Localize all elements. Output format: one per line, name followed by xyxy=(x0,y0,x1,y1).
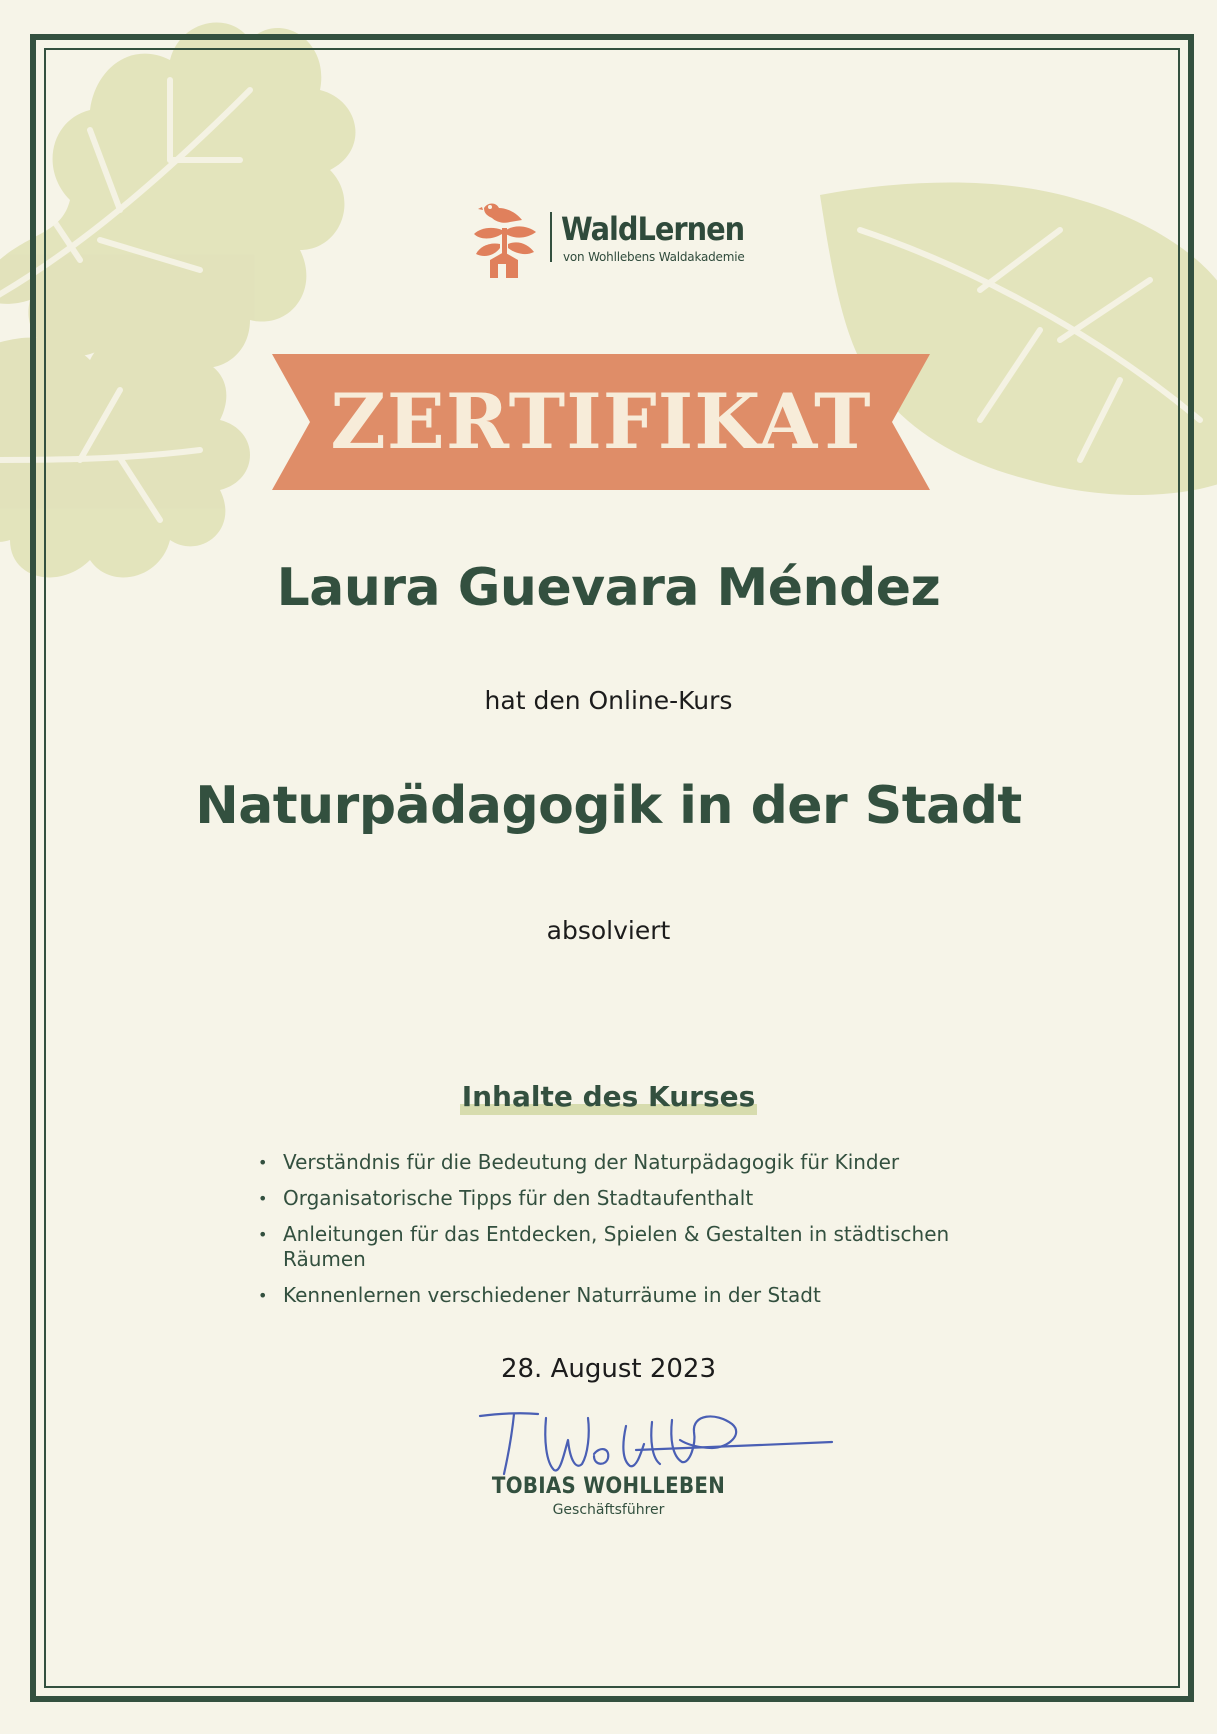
logo-divider xyxy=(550,212,552,262)
list-item: • Organisatorische Tipps für den Stadtaufenthalt xyxy=(256,1186,996,1211)
issue-date: 28. August 2023 xyxy=(500,1354,717,1384)
contents-list xyxy=(256,1150,996,1319)
course-title: Naturpädagogik in der Stadt xyxy=(195,776,1022,836)
waldlernen-logo xyxy=(466,198,766,280)
logo-subtitle: von Wohllebens Waldakademie xyxy=(563,250,745,264)
certificate-title: ZERTIFIKAT xyxy=(330,377,872,466)
list-item: • Anleitungen für das Entdecken, Spielen & Gestalten in städtischen Räumen xyxy=(256,1222,996,1272)
contents-heading xyxy=(0,1080,1217,1115)
recipient-name: Laura Guevara Méndez xyxy=(276,558,941,618)
completed-text: absolviert xyxy=(546,916,671,945)
list-item: • Verständnis für die Bedeutung der Naturpädagogik für Kinder xyxy=(256,1150,996,1175)
signer-name: TOBIAS WOHLLEBEN xyxy=(491,1474,726,1499)
logo-name: WaldLernen xyxy=(561,210,745,248)
certificate-banner xyxy=(272,354,930,490)
contents-title: Inhalte des Kurses xyxy=(461,1080,756,1113)
bird-on-tree-icon xyxy=(466,198,546,280)
signer-role: Geschäftsführer xyxy=(552,1502,665,1518)
intro-text: hat den Online-Kurs xyxy=(484,686,733,715)
list-item: • Kennenlernen verschiedener Naturräume in der Stadt xyxy=(256,1283,996,1308)
